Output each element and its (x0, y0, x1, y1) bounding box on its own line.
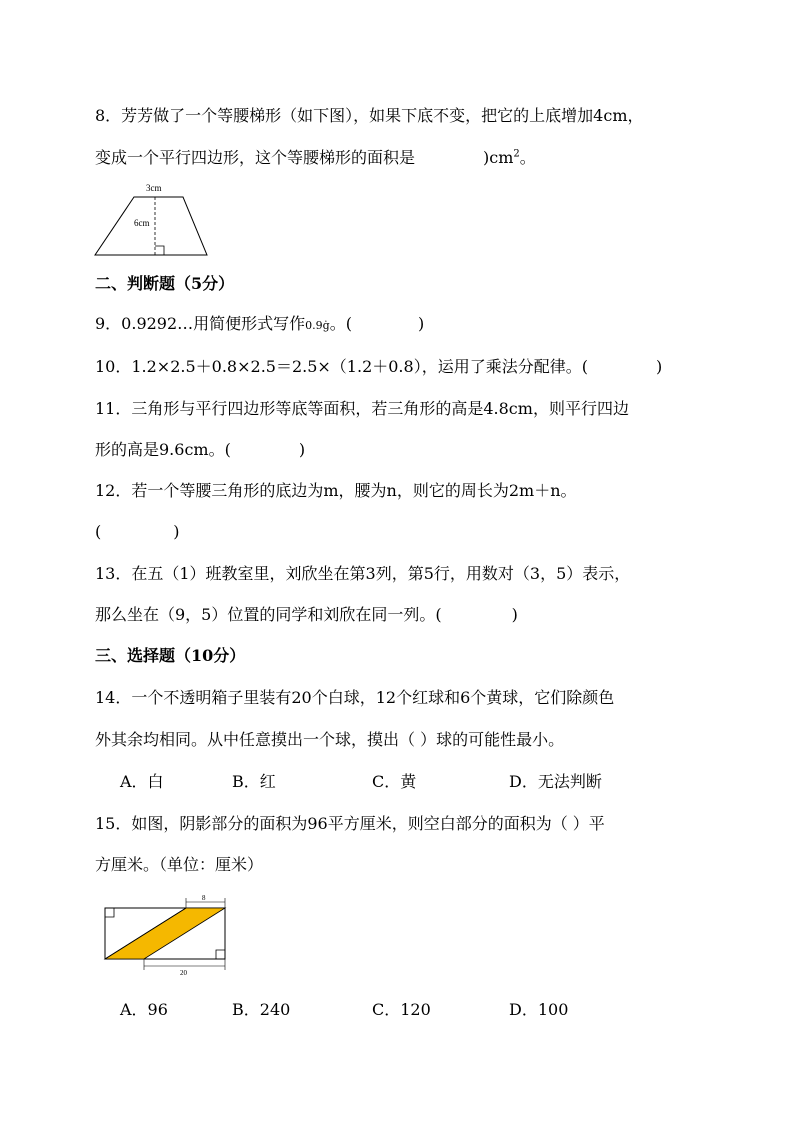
q8-line2 (95, 148, 536, 168)
q8-unit: )cm (483, 148, 514, 167)
q12-open-paren: ( (95, 522, 102, 541)
q12-close-paren: ) (173, 522, 180, 541)
bottom-dim-label: 20 (180, 969, 187, 977)
q11-line2 (95, 440, 305, 460)
bottom-right-angle-mark (216, 950, 225, 959)
trapezoid-height-label: 6cm (134, 218, 150, 228)
q15-line1: 15．如图，阴影部分的面积为96平方厘米，则空白部分的面积为（ ）平 (95, 814, 605, 833)
q11-text: 形的高是9.6cm。( (95, 440, 231, 459)
q11-line1: 11．三角形与平行四边形等底等面积，若三角形的高是4.8cm，则平行四边 (95, 399, 629, 418)
top-dim-label: 8 (202, 894, 206, 902)
q13-close-paren: ) (511, 605, 518, 624)
shaded-parallelogram (105, 908, 225, 959)
q8-line1: 8．芳芳做了一个等腰梯形（如下图），如果下底不变，把它的上底增加4cm， (95, 106, 644, 125)
q14-option-a[interactable]: A．白 (120, 772, 164, 791)
q14-option-d[interactable]: D．无法判断 (509, 772, 602, 791)
q14-line2: 外其余均相同。从中任意摸出一个球，摸出（ ）球的可能性最小。 (95, 730, 565, 749)
q14-line1: 14．一个不透明箱子里装有20个白球，12个红球和6个黄球，它们除颜色 (95, 688, 615, 707)
section2-title: 二、判断题（5分） (95, 274, 235, 293)
q11-close-paren: ) (298, 440, 306, 459)
top-right-angle-mark (105, 908, 114, 917)
q15-option-c[interactable]: C．120 (372, 1000, 431, 1019)
q10 (95, 357, 662, 377)
q9-text: 9．0.9292…用简便形式写作 (95, 314, 306, 333)
q13-text: 那么坐在（9，5）位置的同学和刘欣在同一列。( (95, 605, 442, 624)
section3-title: 三、选择题（10分） (95, 646, 246, 665)
trapezoid-shape (95, 197, 207, 255)
q14-option-c[interactable]: C．黄 (372, 772, 417, 791)
q8-period: 。 (519, 148, 536, 167)
q15-option-b[interactable]: B．240 (232, 1000, 291, 1019)
q12-line2 (95, 522, 180, 542)
q15-option-d[interactable]: D．100 (509, 1000, 569, 1019)
right-angle-mark (155, 246, 164, 255)
q9-notation: 0.9ġ (305, 319, 330, 332)
q10-close-paren: ) (655, 357, 663, 376)
rectangle-figure (100, 893, 230, 978)
q9-open-paren: 。( (329, 314, 352, 333)
q9 (95, 314, 424, 336)
trapezoid-figure (90, 180, 215, 260)
q13-line1: 13．在五（1）班教室里，刘欣坐在第3列，第5行，用数对（3，5）表示， (95, 564, 631, 583)
q8-line2-text: 变成一个平行四边形，这个等腰梯形的面积是 (95, 148, 416, 167)
q13-line2 (95, 605, 518, 625)
q8-unit-exp: 2 (513, 148, 520, 160)
q15-option-a[interactable]: A．96 (120, 1000, 168, 1019)
q12-line1: 12．若一个等腰三角形的底边为m，腰为n，则它的周长为2m＋n。 (95, 481, 577, 500)
q15-line2: 方厘米。（单位：厘米） (95, 855, 264, 874)
trapezoid-top-label: 3cm (146, 183, 162, 193)
q9-close-paren: ) (417, 314, 425, 333)
q10-text: 10．1.2×2.5＋0.8×2.5＝2.5×（1.2＋0.8），运用了乘法分配律。( (95, 357, 588, 376)
q14-option-b[interactable]: B．红 (232, 772, 276, 791)
